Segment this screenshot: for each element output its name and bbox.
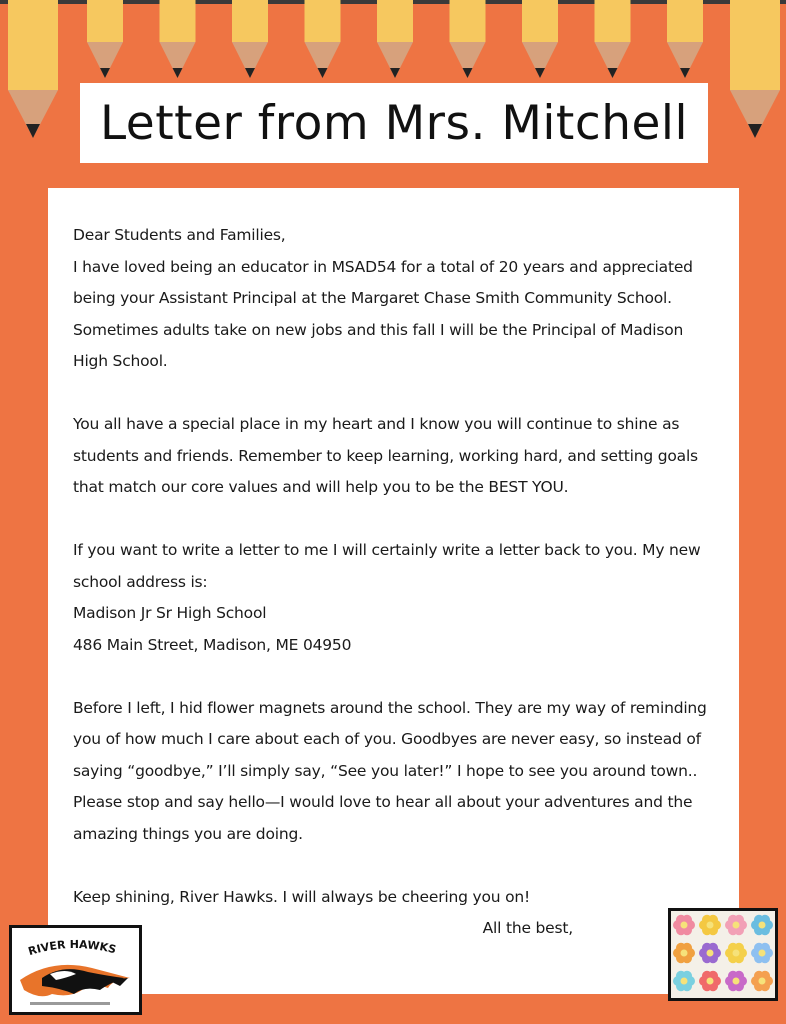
- letter-greeting: Dear Students and Families,: [73, 226, 286, 244]
- pencil-icon: [595, 0, 631, 78]
- letter-paragraph-1: I have loved being an educator in MSAD54 for a total of 20 years and appreciated being your Assistant Principal at the Margaret Chase Smith Community School. Sometimes adults take on new jobs and this fall I will be the Principal of Madison High School.: [73, 257, 693, 370]
- address-line-1: Madison Jr Sr High School: [73, 604, 267, 622]
- flower-magnet: [751, 915, 773, 935]
- pencil-icon: [450, 0, 486, 78]
- river-hawks-logo-icon: [9, 925, 142, 1015]
- flower-magnet: [751, 943, 773, 963]
- page-title: Letter from Mrs. Mitchell: [99, 95, 689, 151]
- pencil-icon: [8, 0, 58, 138]
- flower-magnets-image: [668, 908, 778, 1001]
- pencil-icon: [730, 0, 780, 138]
- flower-magnet: [751, 971, 773, 991]
- pencil-icon: [232, 0, 268, 78]
- flower-magnet: [725, 915, 747, 935]
- pencil-icon: [87, 0, 123, 78]
- letter-paragraph-4: Before I left, I hid flower magnets around the school. They are my way of reminding you of how much I care about each of you. Goodbyes are never easy, so instead of saying “goodbye,” I’ll simply say, “See you later!” I hope to see you around town.. Please stop and say hello—I would love to hear all about your adventures and the amazing things you are doing.: [73, 698, 707, 843]
- flower-magnet: [673, 943, 695, 963]
- logo-text: RIVER HAWKS: [26, 937, 118, 959]
- title-banner: [80, 83, 708, 163]
- flower-magnet: [725, 971, 747, 991]
- letter-body: [73, 220, 713, 945]
- flower-magnet: [673, 915, 695, 935]
- pencil-icon: [667, 0, 703, 78]
- pencil-icon: [377, 0, 413, 78]
- pencil-icon: [522, 0, 558, 78]
- letter-sheet: [48, 188, 739, 994]
- letter-paragraph-5: Keep shining, River Hawks. I will always be cheering you on!: [73, 887, 530, 906]
- letter-closing: All the best,: [482, 919, 573, 937]
- flower-magnet: [699, 971, 721, 991]
- flower-magnet: [699, 915, 721, 935]
- flower-magnet: [725, 943, 747, 963]
- letter-paragraph-3: If you want to write a letter to me I will certainly write a letter back to you. My new school address is:: [73, 541, 701, 591]
- flower-magnet: [673, 971, 695, 991]
- flower-magnet: [699, 943, 721, 963]
- letter-paragraph-2: You all have a special place in my heart and I know you will continue to shine as students and friends. Remember to keep learning, working hard, and setting goals that match our core values and will help you to be the BEST YOU.: [73, 415, 698, 496]
- pencil-icon: [160, 0, 196, 78]
- pencil-icon: [305, 0, 341, 78]
- address-line-2: 486 Main Street, Madison, ME 04950: [73, 635, 352, 654]
